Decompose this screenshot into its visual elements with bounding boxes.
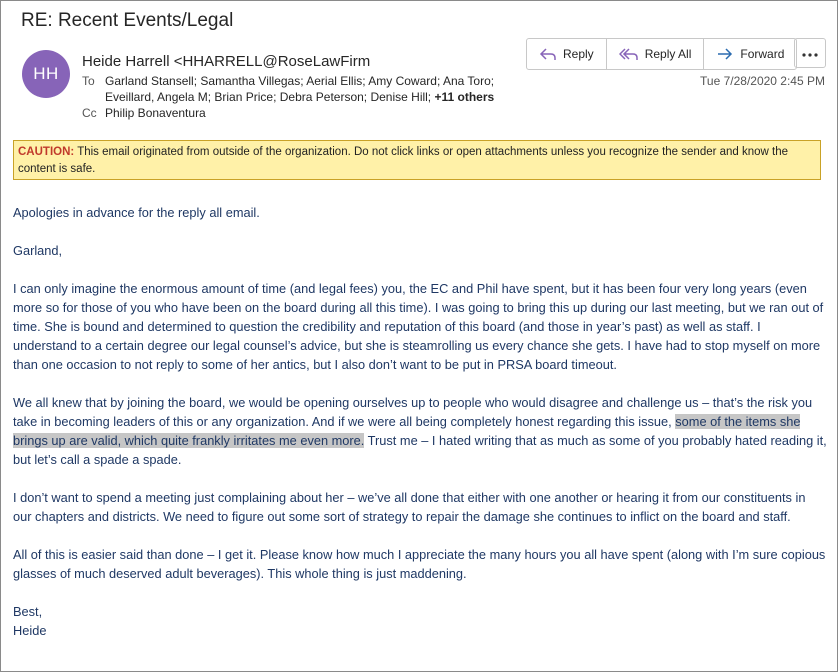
caution-text: This email originated from outside of the organization. Do not click links or open attachments unless you recognize the sender and know the content is safe. — [18, 146, 789, 175]
caution-label: CAUTION: — [18, 146, 75, 158]
body-paragraph — [13, 393, 827, 469]
more-actions-button[interactable] — [794, 38, 826, 68]
body-paragraph: All of this is easier said than done – I get it. Please know how much I appreciate the many hours you all have spent (along with I’m sure copious glasses of much deserved adult beverages). This whole thing is just maddening. — [13, 547, 826, 581]
forward-label: Forward — [740, 47, 785, 61]
sender-name[interactable]: Heide Harrell <HHARRELL@RoseLawFirm — [82, 53, 371, 70]
more-recipients-link[interactable]: +11 others — [434, 90, 495, 104]
reply-all-icon — [619, 47, 639, 61]
forward-icon — [716, 47, 734, 61]
body-paragraph: I can only imagine the enormous amount of time (and legal fees) you, the EC and Phil have spent, but it has been four very long years (even more so for those of you who have been on the board during all this time). I was going to bring this up during our last meeting, but we ran out of time. She is bound and determined to question the credibility and reputation of this board (and those in year’s past) as well as staff. I understand to a certain degree our legal counsel’s advice, but she is steamrolling us every chance she gets. I have had to stop myself on more than one occasion to not reply to some of her antics, but I also don’t want to be put in PRSA board timeout. — [13, 281, 824, 372]
to-label: To — [82, 74, 95, 88]
cc-label: Cc — [82, 106, 97, 120]
reply-all-button[interactable] — [607, 39, 705, 69]
signature: Heide — [13, 623, 47, 638]
reply-label: Reply — [563, 47, 594, 61]
body-text: We all knew that by joining the board, we would be opening ourselves up to people who would disagree and challenge us – that’s the risk you take in becoming leaders of this or any organization. And if we were all being completely honest regarding this issue, — [13, 395, 813, 429]
highlighted-text: some of the items she brings up are valid, which quite frankly irritates me even more. — [13, 414, 801, 448]
greeting: Garland, — [13, 243, 63, 258]
email-subject: RE: Recent Events/Legal — [21, 10, 234, 31]
avatar[interactable]: HH — [22, 50, 70, 98]
body-text: Trust me – I hated writing that as much as some of you probably hated reading it, but let’s call a spade a spade. — [13, 433, 827, 467]
to-line-2: Eveillard, Angela M; Brian Price; Debra Peterson; Denise Hill; — [105, 90, 432, 104]
closing: Best, — [13, 604, 43, 619]
cc-recipients[interactable]: Philip Bonaventura — [105, 106, 206, 120]
to-line-1: Garland Stansell; Samantha Villegas; Aerial Ellis; Amy Coward; Ana Toro; — [105, 74, 495, 88]
sent-date: Tue 7/28/2020 2:45 PM — [700, 74, 825, 88]
external-sender-warning — [13, 140, 821, 180]
ellipsis-icon — [802, 44, 818, 62]
reply-all-label: Reply All — [644, 47, 692, 61]
body-paragraph: I don’t want to spend a meeting just complaining about her – we’ve all done that either with one another or hearing it from our constituents in our chapters and districts. We need to figure out some sort of strategy to repair the damage she continues to inflict on the board and staff. — [13, 490, 806, 524]
message-actions — [526, 38, 797, 70]
reply-button[interactable] — [527, 39, 607, 69]
body-paragraph: Apologies in advance for the reply all email. — [13, 205, 260, 220]
reply-icon — [539, 47, 557, 61]
forward-button[interactable] — [704, 39, 796, 69]
email-body — [13, 203, 827, 640]
to-recipients[interactable] — [105, 73, 505, 105]
